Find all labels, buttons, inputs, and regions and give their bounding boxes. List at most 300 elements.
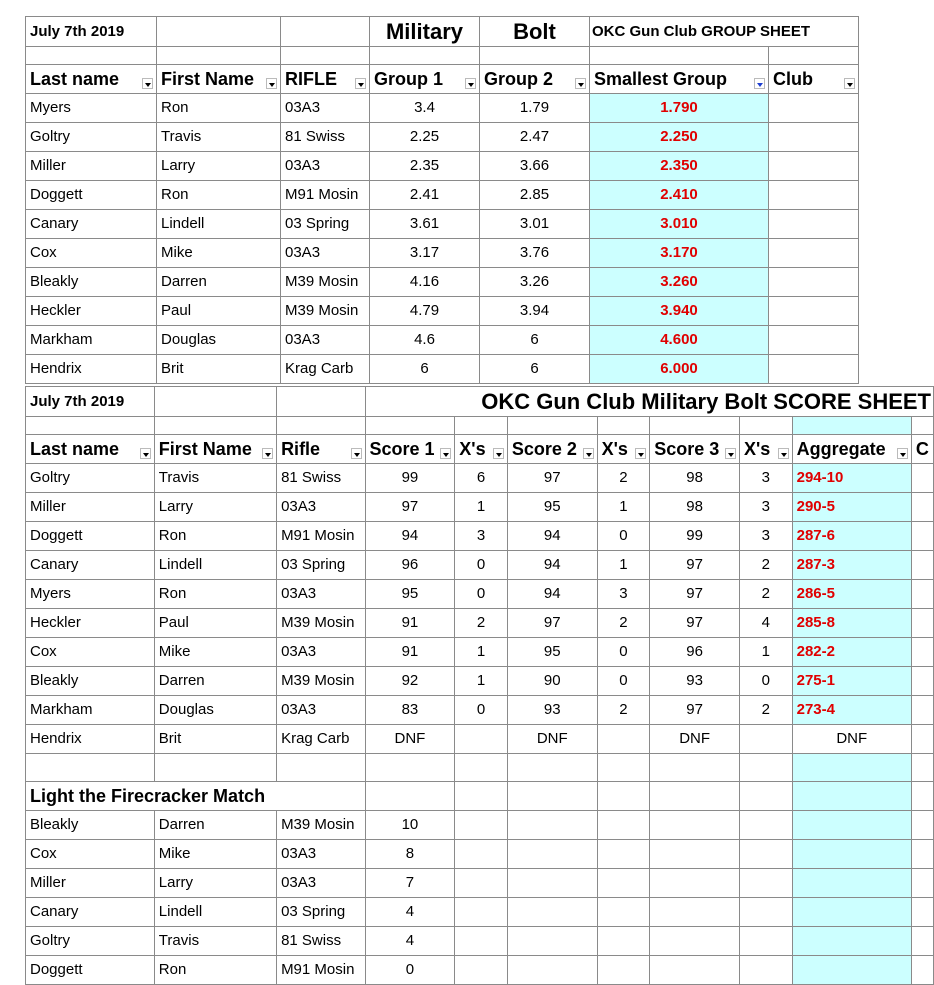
filter-dropdown-icon[interactable]	[778, 448, 789, 459]
cell-rifle[interactable]: 03A3	[277, 493, 365, 522]
cell-xs-2[interactable]: 1	[597, 551, 650, 580]
cell-rifle[interactable]: 81 Swiss	[281, 123, 370, 152]
cell[interactable]	[507, 927, 597, 956]
cell-score-3[interactable]: 97	[650, 551, 740, 580]
cell-last-name[interactable]: Myers	[26, 94, 157, 123]
cell-first-name[interactable]: Mike	[154, 638, 276, 667]
cell[interactable]	[792, 898, 911, 927]
cell-rifle[interactable]: 81 Swiss	[277, 927, 365, 956]
cell-group-2[interactable]: 2.47	[480, 123, 590, 152]
cell-last-name[interactable]: Canary	[26, 898, 155, 927]
cell[interactable]	[792, 811, 911, 840]
filter-dropdown-icon[interactable]	[725, 448, 736, 459]
cell-rifle[interactable]: 03 Spring	[281, 210, 370, 239]
filter-dropdown-icon[interactable]	[635, 448, 646, 459]
cell-aggregate[interactable]: 294-10	[792, 464, 911, 493]
cell-firecracker-score[interactable]: 4	[365, 927, 455, 956]
cell-xs-3[interactable]: 1	[740, 638, 793, 667]
cell[interactable]	[650, 898, 740, 927]
filter-dropdown-icon[interactable]	[440, 448, 451, 459]
cell-last-name[interactable]: Cox	[26, 239, 157, 268]
cell-aggregate[interactable]: 287-6	[792, 522, 911, 551]
cell-rifle[interactable]: M39 Mosin	[281, 297, 370, 326]
cell-score-2[interactable]: 95	[507, 493, 597, 522]
cell[interactable]	[911, 667, 933, 696]
cell-score-2[interactable]: 94	[507, 580, 597, 609]
cell-group-1[interactable]: 2.35	[370, 152, 480, 181]
cell[interactable]	[792, 782, 911, 811]
cell-group-1[interactable]: 2.25	[370, 123, 480, 152]
cell-first-name[interactable]: Darren	[154, 811, 276, 840]
cell[interactable]	[650, 811, 740, 840]
cell[interactable]	[740, 869, 793, 898]
cell[interactable]	[792, 417, 911, 435]
cell-last-name[interactable]: Doggett	[26, 956, 155, 985]
cell[interactable]	[507, 811, 597, 840]
cell-rifle[interactable]: M91 Mosin	[277, 956, 365, 985]
cell[interactable]	[911, 609, 933, 638]
cell-first-name[interactable]: Larry	[157, 152, 281, 181]
cell-club[interactable]	[769, 94, 859, 123]
cell-score-1[interactable]: 83	[365, 696, 455, 725]
cell-aggregate[interactable]: 273-4	[792, 696, 911, 725]
cell[interactable]	[597, 754, 650, 782]
cell-aggregate[interactable]: 275-1	[792, 667, 911, 696]
cell-first-name[interactable]: Larry	[154, 869, 276, 898]
cell-group-1[interactable]: 2.41	[370, 181, 480, 210]
cell-xs-2[interactable]: 0	[597, 638, 650, 667]
cell-last-name[interactable]: Canary	[26, 551, 155, 580]
cell-smallest-group[interactable]: 2.410	[590, 181, 769, 210]
cell-club[interactable]	[769, 152, 859, 181]
cell-last-name[interactable]: Cox	[26, 638, 155, 667]
cell[interactable]	[740, 898, 793, 927]
cell-xs-2[interactable]: 2	[597, 609, 650, 638]
cell[interactable]	[911, 417, 933, 435]
cell-last-name[interactable]: Goltry	[26, 123, 157, 152]
cell-first-name[interactable]: Mike	[154, 840, 276, 869]
cell-score-2[interactable]: 97	[507, 609, 597, 638]
filter-dropdown-icon[interactable]	[583, 448, 594, 459]
cell-score-1[interactable]: 91	[365, 609, 455, 638]
cell[interactable]	[26, 754, 155, 782]
cell-smallest-group[interactable]: 6.000	[590, 355, 769, 384]
cell-last-name[interactable]: Goltry	[26, 464, 155, 493]
cell[interactable]	[507, 956, 597, 985]
cell[interactable]	[650, 927, 740, 956]
cell-group-2[interactable]: 3.76	[480, 239, 590, 268]
cell-first-name[interactable]: Larry	[154, 493, 276, 522]
cell[interactable]	[597, 840, 650, 869]
cell-score-2[interactable]: 95	[507, 638, 597, 667]
cell-group-2[interactable]: 3.66	[480, 152, 590, 181]
cell-score-1[interactable]: 96	[365, 551, 455, 580]
cell[interactable]	[650, 869, 740, 898]
cell[interactable]	[370, 47, 480, 65]
cell[interactable]	[911, 811, 933, 840]
cell-score-1[interactable]: DNF	[365, 725, 455, 754]
cell[interactable]	[455, 417, 508, 435]
cell-xs-2[interactable]: 1	[597, 493, 650, 522]
cell-score-3[interactable]: 97	[650, 696, 740, 725]
cell[interactable]	[597, 725, 650, 754]
cell[interactable]	[792, 754, 911, 782]
cell[interactable]	[507, 754, 597, 782]
cell-rifle[interactable]: 81 Swiss	[277, 464, 365, 493]
filter-dropdown-icon[interactable]	[262, 448, 273, 459]
cell-rifle[interactable]: 03A3	[277, 696, 365, 725]
cell-xs-1[interactable]: 0	[455, 551, 508, 580]
cell-xs-1[interactable]: 0	[455, 696, 508, 725]
cell[interactable]	[740, 725, 793, 754]
cell-score-3[interactable]: 93	[650, 667, 740, 696]
cell-aggregate[interactable]: 287-3	[792, 551, 911, 580]
cell-group-2[interactable]: 3.01	[480, 210, 590, 239]
cell[interactable]	[507, 869, 597, 898]
cell-first-name[interactable]: Darren	[154, 667, 276, 696]
cell[interactable]	[650, 956, 740, 985]
cell[interactable]	[281, 17, 370, 47]
filter-dropdown-icon[interactable]	[266, 78, 277, 89]
cell[interactable]	[590, 47, 769, 65]
cell[interactable]	[911, 580, 933, 609]
cell-last-name[interactable]: Canary	[26, 210, 157, 239]
filter-dropdown-icon[interactable]	[493, 448, 504, 459]
cell[interactable]	[597, 417, 650, 435]
cell-rifle[interactable]: M91 Mosin	[277, 522, 365, 551]
cell-group-2[interactable]: 3.26	[480, 268, 590, 297]
cell[interactable]	[455, 754, 508, 782]
cell-firecracker-score[interactable]: 0	[365, 956, 455, 985]
cell-first-name[interactable]: Ron	[157, 181, 281, 210]
cell-club[interactable]	[769, 239, 859, 268]
cell-group-1[interactable]: 4.6	[370, 326, 480, 355]
cell-first-name[interactable]: Douglas	[154, 696, 276, 725]
cell-last-name[interactable]: Markham	[26, 326, 157, 355]
cell[interactable]	[740, 927, 793, 956]
cell-first-name[interactable]: Brit	[157, 355, 281, 384]
cell[interactable]	[740, 840, 793, 869]
cell[interactable]	[507, 782, 597, 811]
cell[interactable]	[365, 417, 455, 435]
cell-score-2[interactable]: DNF	[507, 725, 597, 754]
cell-xs-1[interactable]: 3	[455, 522, 508, 551]
cell-club[interactable]	[769, 210, 859, 239]
cell-rifle[interactable]: Krag Carb	[281, 355, 370, 384]
filter-dropdown-icon[interactable]	[355, 78, 366, 89]
cell-rifle[interactable]: 03 Spring	[277, 898, 365, 927]
cell[interactable]	[650, 782, 740, 811]
cell-group-2[interactable]: 6	[480, 326, 590, 355]
cell-xs-3[interactable]: 4	[740, 609, 793, 638]
cell-xs-1[interactable]: 1	[455, 493, 508, 522]
cell-first-name[interactable]: Travis	[157, 123, 281, 152]
cell[interactable]	[277, 417, 365, 435]
cell-rifle[interactable]: 03A3	[277, 580, 365, 609]
cell-first-name[interactable]: Lindell	[154, 898, 276, 927]
cell-xs-3[interactable]: 3	[740, 522, 793, 551]
cell-group-2[interactable]: 2.85	[480, 181, 590, 210]
filter-dropdown-icon[interactable]	[140, 448, 151, 459]
cell-last-name[interactable]: Bleakly	[26, 667, 155, 696]
cell[interactable]	[597, 811, 650, 840]
cell[interactable]	[157, 47, 281, 65]
cell-group-1[interactable]: 4.79	[370, 297, 480, 326]
cell[interactable]	[277, 387, 365, 417]
cell-firecracker-score[interactable]: 8	[365, 840, 455, 869]
cell-score-1[interactable]: 94	[365, 522, 455, 551]
cell[interactable]	[650, 840, 740, 869]
cell-xs-1[interactable]: 6	[455, 464, 508, 493]
cell-smallest-group[interactable]: 3.260	[590, 268, 769, 297]
cell-xs-3[interactable]: 2	[740, 696, 793, 725]
cell[interactable]	[480, 47, 590, 65]
filter-dropdown-icon[interactable]	[897, 448, 908, 459]
filter-dropdown-icon[interactable]	[465, 78, 476, 89]
cell[interactable]	[911, 898, 933, 927]
cell-group-2[interactable]: 6	[480, 355, 590, 384]
cell-firecracker-score[interactable]: 7	[365, 869, 455, 898]
cell-first-name[interactable]: Lindell	[157, 210, 281, 239]
cell-score-2[interactable]: 93	[507, 696, 597, 725]
cell[interactable]	[597, 782, 650, 811]
cell-rifle[interactable]: M39 Mosin	[277, 811, 365, 840]
cell-xs-2[interactable]: 2	[597, 696, 650, 725]
cell-last-name[interactable]: Markham	[26, 696, 155, 725]
cell-rifle[interactable]: 03 Spring	[277, 551, 365, 580]
cell[interactable]	[154, 754, 276, 782]
cell-firecracker-score[interactable]: 4	[365, 898, 455, 927]
cell-first-name[interactable]: Ron	[157, 94, 281, 123]
cell-last-name[interactable]: Cox	[26, 840, 155, 869]
cell-club[interactable]	[769, 181, 859, 210]
cell-score-3[interactable]: 99	[650, 522, 740, 551]
cell[interactable]	[911, 956, 933, 985]
cell[interactable]	[650, 754, 740, 782]
cell-score-2[interactable]: 90	[507, 667, 597, 696]
cell-smallest-group[interactable]: 2.250	[590, 123, 769, 152]
cell-last-name[interactable]: Heckler	[26, 297, 157, 326]
cell-first-name[interactable]: Douglas	[157, 326, 281, 355]
cell-xs-3[interactable]: 2	[740, 580, 793, 609]
cell[interactable]	[911, 754, 933, 782]
cell-first-name[interactable]: Ron	[154, 580, 276, 609]
cell-first-name[interactable]: Paul	[154, 609, 276, 638]
cell-club[interactable]	[769, 297, 859, 326]
cell-first-name[interactable]: Travis	[154, 464, 276, 493]
filter-dropdown-icon[interactable]	[844, 78, 855, 89]
cell-xs-1[interactable]: 0	[455, 580, 508, 609]
cell[interactable]	[597, 956, 650, 985]
cell-group-1[interactable]: 6	[370, 355, 480, 384]
cell-rifle[interactable]: 03A3	[281, 152, 370, 181]
cell[interactable]	[277, 754, 365, 782]
cell[interactable]	[911, 551, 933, 580]
cell-xs-3[interactable]: 3	[740, 464, 793, 493]
cell[interactable]	[455, 840, 508, 869]
cell-rifle[interactable]: 03A3	[277, 638, 365, 667]
cell[interactable]	[740, 956, 793, 985]
cell-rifle[interactable]: M39 Mosin	[277, 609, 365, 638]
cell[interactable]	[740, 417, 793, 435]
cell-last-name[interactable]: Doggett	[26, 522, 155, 551]
cell[interactable]	[26, 47, 157, 65]
cell-last-name[interactable]: Bleakly	[26, 811, 155, 840]
cell-xs-2[interactable]: 0	[597, 522, 650, 551]
cell-xs-2[interactable]: 0	[597, 667, 650, 696]
cell-first-name[interactable]: Brit	[154, 725, 276, 754]
cell-score-3[interactable]: 98	[650, 464, 740, 493]
cell[interactable]	[455, 725, 508, 754]
cell-first-name[interactable]: Ron	[154, 522, 276, 551]
cell-score-1[interactable]: 92	[365, 667, 455, 696]
cell[interactable]	[740, 754, 793, 782]
cell-score-3[interactable]: 97	[650, 580, 740, 609]
cell-group-2[interactable]: 1.79	[480, 94, 590, 123]
cell-xs-2[interactable]: 3	[597, 580, 650, 609]
cell[interactable]	[455, 927, 508, 956]
cell[interactable]	[911, 638, 933, 667]
cell[interactable]	[911, 493, 933, 522]
cell[interactable]	[911, 782, 933, 811]
cell-xs-1[interactable]: 1	[455, 638, 508, 667]
cell-last-name[interactable]: Miller	[26, 152, 157, 181]
cell-score-1[interactable]: 95	[365, 580, 455, 609]
cell-last-name[interactable]: Hendrix	[26, 355, 157, 384]
cell-rifle[interactable]: M39 Mosin	[277, 667, 365, 696]
cell-aggregate[interactable]: 282-2	[792, 638, 911, 667]
cell[interactable]	[911, 840, 933, 869]
cell-rifle[interactable]: M39 Mosin	[281, 268, 370, 297]
cell-club[interactable]	[769, 268, 859, 297]
cell-last-name[interactable]: Heckler	[26, 609, 155, 638]
cell[interactable]	[911, 927, 933, 956]
cell[interactable]	[507, 898, 597, 927]
cell-score-1[interactable]: 99	[365, 464, 455, 493]
cell-last-name[interactable]: Myers	[26, 580, 155, 609]
cell[interactable]	[792, 840, 911, 869]
cell-score-3[interactable]: 98	[650, 493, 740, 522]
cell[interactable]	[911, 725, 933, 754]
cell-xs-1[interactable]: 1	[455, 667, 508, 696]
cell[interactable]	[740, 782, 793, 811]
cell-group-1[interactable]: 4.16	[370, 268, 480, 297]
cell-first-name[interactable]: Ron	[154, 956, 276, 985]
cell-first-name[interactable]: Lindell	[154, 551, 276, 580]
cell-club[interactable]	[769, 355, 859, 384]
cell-aggregate[interactable]: 285-8	[792, 609, 911, 638]
cell-xs-3[interactable]: 3	[740, 493, 793, 522]
cell-group-1[interactable]: 3.61	[370, 210, 480, 239]
cell[interactable]	[597, 927, 650, 956]
cell[interactable]	[365, 754, 455, 782]
cell-first-name[interactable]: Darren	[157, 268, 281, 297]
cell-aggregate[interactable]: 286-5	[792, 580, 911, 609]
cell-group-2[interactable]: 3.94	[480, 297, 590, 326]
cell-xs-3[interactable]: 2	[740, 551, 793, 580]
cell[interactable]	[911, 464, 933, 493]
cell-first-name[interactable]: Travis	[154, 927, 276, 956]
cell[interactable]	[507, 417, 597, 435]
cell-group-1[interactable]: 3.4	[370, 94, 480, 123]
cell-smallest-group[interactable]: 3.010	[590, 210, 769, 239]
cell-xs-3[interactable]: 0	[740, 667, 793, 696]
cell-score-3[interactable]: 97	[650, 609, 740, 638]
cell-last-name[interactable]: Doggett	[26, 181, 157, 210]
cell[interactable]	[455, 782, 508, 811]
cell-rifle[interactable]: 03A3	[277, 869, 365, 898]
cell-rifle[interactable]: M91 Mosin	[281, 181, 370, 210]
cell-score-3[interactable]: 96	[650, 638, 740, 667]
cell-last-name[interactable]: Miller	[26, 493, 155, 522]
cell-smallest-group[interactable]: 3.170	[590, 239, 769, 268]
cell-score-1[interactable]: 91	[365, 638, 455, 667]
filter-dropdown-icon[interactable]	[575, 78, 586, 89]
cell[interactable]	[740, 811, 793, 840]
cell-first-name[interactable]: Mike	[157, 239, 281, 268]
cell[interactable]	[792, 927, 911, 956]
cell[interactable]	[455, 811, 508, 840]
cell-last-name[interactable]: Miller	[26, 869, 155, 898]
cell-aggregate[interactable]: 290-5	[792, 493, 911, 522]
cell[interactable]	[154, 387, 276, 417]
cell[interactable]	[792, 956, 911, 985]
cell[interactable]	[281, 47, 370, 65]
cell-aggregate[interactable]: DNF	[792, 725, 911, 754]
cell-score-2[interactable]: 97	[507, 464, 597, 493]
cell-group-1[interactable]: 3.17	[370, 239, 480, 268]
cell-rifle[interactable]: 03A3	[277, 840, 365, 869]
cell-smallest-group[interactable]: 1.790	[590, 94, 769, 123]
cell-smallest-group[interactable]: 3.940	[590, 297, 769, 326]
cell[interactable]	[792, 869, 911, 898]
cell[interactable]	[455, 898, 508, 927]
cell-rifle[interactable]: 03A3	[281, 326, 370, 355]
cell[interactable]	[455, 956, 508, 985]
cell-xs-2[interactable]: 2	[597, 464, 650, 493]
cell-last-name[interactable]: Hendrix	[26, 725, 155, 754]
cell-smallest-group[interactable]: 4.600	[590, 326, 769, 355]
cell-last-name[interactable]: Bleakly	[26, 268, 157, 297]
cell[interactable]	[365, 782, 455, 811]
cell-score-3[interactable]: DNF	[650, 725, 740, 754]
cell[interactable]	[911, 696, 933, 725]
cell[interactable]	[597, 869, 650, 898]
cell-xs-1[interactable]: 2	[455, 609, 508, 638]
cell-rifle[interactable]: 03A3	[281, 239, 370, 268]
cell-score-2[interactable]: 94	[507, 551, 597, 580]
cell-rifle[interactable]: 03A3	[281, 94, 370, 123]
cell[interactable]	[769, 47, 859, 65]
cell[interactable]	[154, 417, 276, 435]
cell-last-name[interactable]: Goltry	[26, 927, 155, 956]
cell-score-2[interactable]: 94	[507, 522, 597, 551]
cell[interactable]	[26, 417, 155, 435]
cell[interactable]	[911, 522, 933, 551]
cell[interactable]	[650, 417, 740, 435]
cell-firecracker-score[interactable]: 10	[365, 811, 455, 840]
cell-score-1[interactable]: 97	[365, 493, 455, 522]
cell-club[interactable]	[769, 326, 859, 355]
cell[interactable]	[455, 869, 508, 898]
cell-rifle[interactable]: Krag Carb	[277, 725, 365, 754]
cell[interactable]	[507, 840, 597, 869]
filter-dropdown-icon[interactable]	[142, 78, 153, 89]
sort-filter-active-icon[interactable]	[754, 78, 765, 89]
cell[interactable]	[597, 898, 650, 927]
cell[interactable]	[911, 869, 933, 898]
cell-smallest-group[interactable]: 2.350	[590, 152, 769, 181]
